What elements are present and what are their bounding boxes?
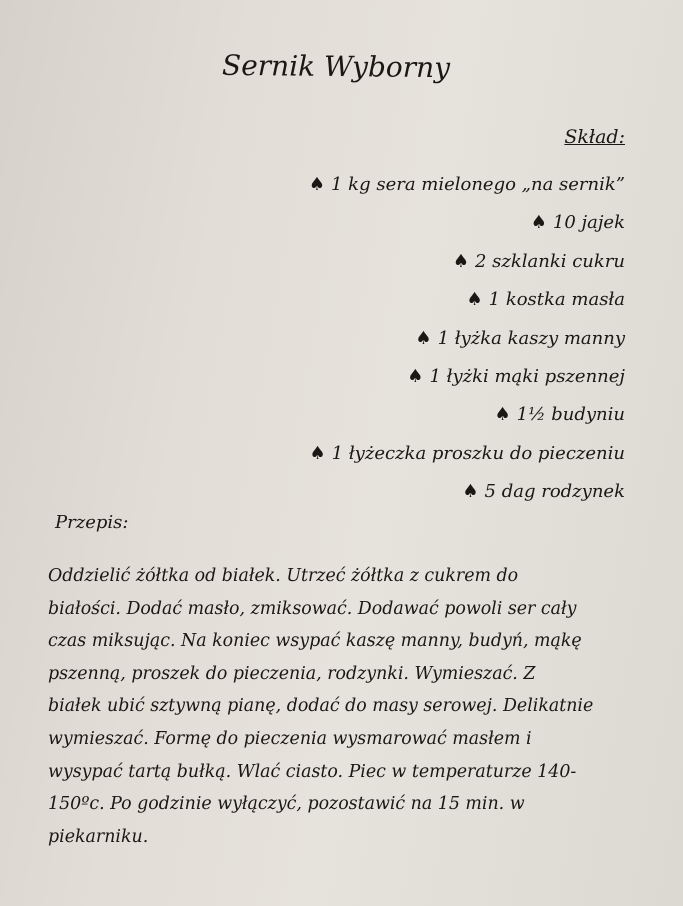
- recipe-title: Sernik Wyborny: [221, 48, 450, 85]
- method-line: piekarniku.: [48, 826, 149, 847]
- method-line: czas miksując. Na koniec wsypać kaszę manny, budyń, mąkę: [48, 631, 582, 652]
- ingredients-list: [309, 166, 625, 512]
- ingredient-item: ♠ 1 łyżki mąki pszennej: [407, 365, 625, 387]
- spade-icon: ♠: [452, 250, 469, 272]
- ingredient-item: ♠ 1 łyżka kaszy manny: [415, 327, 625, 349]
- spade-icon: ♠: [530, 212, 547, 234]
- method-heading: Przepis:: [55, 512, 129, 533]
- method-line: białości. Dodać masło, zmiksować. Dodawać powoli ser cały: [48, 598, 577, 619]
- method-line: 150ºc. Po godzinie wyłączyć, pozostawić na 15 min. w: [48, 794, 525, 815]
- method-line: pszenną, proszek do pieczenia, rodzynki. Wymieszać. Z: [48, 663, 536, 684]
- method-line: Oddzielić żółtka od białek. Utrzeć żółtka z cukrem do: [48, 566, 519, 586]
- spade-icon: ♠: [309, 442, 326, 464]
- method-line: wysypać tartą bułką. Wlać ciasto. Piec w temperaturze 140-: [48, 761, 577, 782]
- spade-icon: ♠: [462, 481, 479, 503]
- method-line: białek ubić sztywną pianę, dodać do masy serowej. Delikatnie: [48, 696, 594, 717]
- spade-icon: ♠: [466, 289, 483, 311]
- spade-icon: ♠: [308, 174, 325, 195]
- spade-icon: ♠: [415, 327, 432, 349]
- ingredient-item: ♠ 1 kg sera mielonego „na sernik”: [308, 174, 625, 195]
- method-text: [48, 560, 618, 853]
- ingredient-item: ♠ 5 dag rodzynek: [462, 481, 625, 503]
- ingredients-heading: Skład:: [564, 126, 625, 148]
- method-line: wymieszać. Formę do pieczenia wysmarować masłem i: [48, 728, 532, 749]
- ingredient-item: ♠ 1 łyżeczka proszku do pieczeniu: [309, 442, 625, 464]
- ingredient-item: ♠ 10 jajek: [530, 212, 625, 234]
- ingredient-item: ♠ 1½ budyniu: [494, 404, 625, 426]
- ingredient-item: ♠ 2 szklanki cukru: [452, 250, 625, 272]
- spade-icon: ♠: [407, 365, 424, 387]
- ingredient-item: ♠ 1 kostka masła: [466, 289, 625, 311]
- spade-icon: ♠: [494, 404, 511, 426]
